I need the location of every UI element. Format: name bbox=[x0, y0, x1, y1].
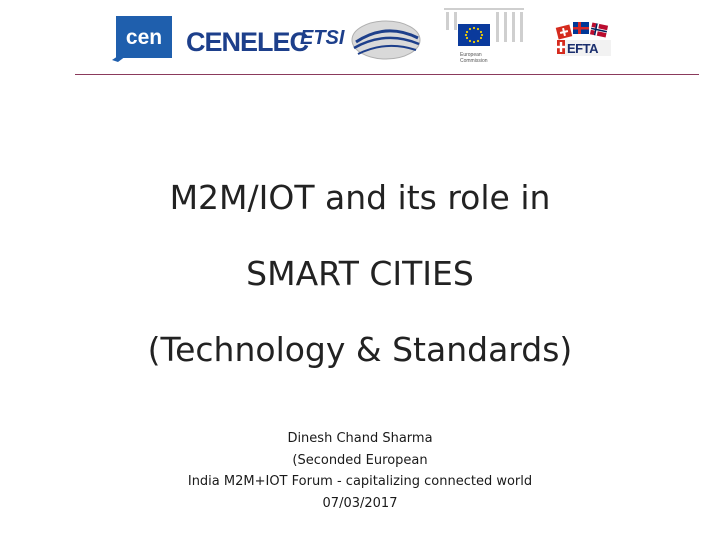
author-name: Dinesh Chand Sharma bbox=[287, 431, 433, 446]
slide-title bbox=[0, 160, 720, 388]
etsi-logo bbox=[298, 18, 424, 64]
european-commission-logo bbox=[436, 4, 532, 72]
european-commission-caption: European Commission bbox=[460, 52, 488, 64]
event-name: India M2M+IOT Forum - capitalizing connected world bbox=[187, 474, 533, 489]
cen-logo bbox=[112, 14, 174, 64]
cenelec-logo bbox=[186, 27, 309, 57]
cen-logo-text: cen bbox=[125, 26, 163, 49]
efta-logo-text: EFTA bbox=[567, 41, 598, 56]
cenelec-logo-text: CENELEC bbox=[186, 27, 309, 57]
author-role: (Seconded European bbox=[292, 452, 428, 468]
efta-logo bbox=[553, 18, 613, 60]
title-line-2: SMART CITIES bbox=[246, 254, 474, 293]
header-divider bbox=[75, 74, 699, 75]
etsi-logo-text: ETSI bbox=[300, 27, 345, 49]
title-line-3: (Technology & Standards) bbox=[147, 330, 573, 369]
author-block bbox=[0, 428, 720, 514]
presentation-date: 07/03/2017 bbox=[322, 495, 398, 511]
title-line-1: M2M/IOT and its role in bbox=[169, 178, 551, 217]
